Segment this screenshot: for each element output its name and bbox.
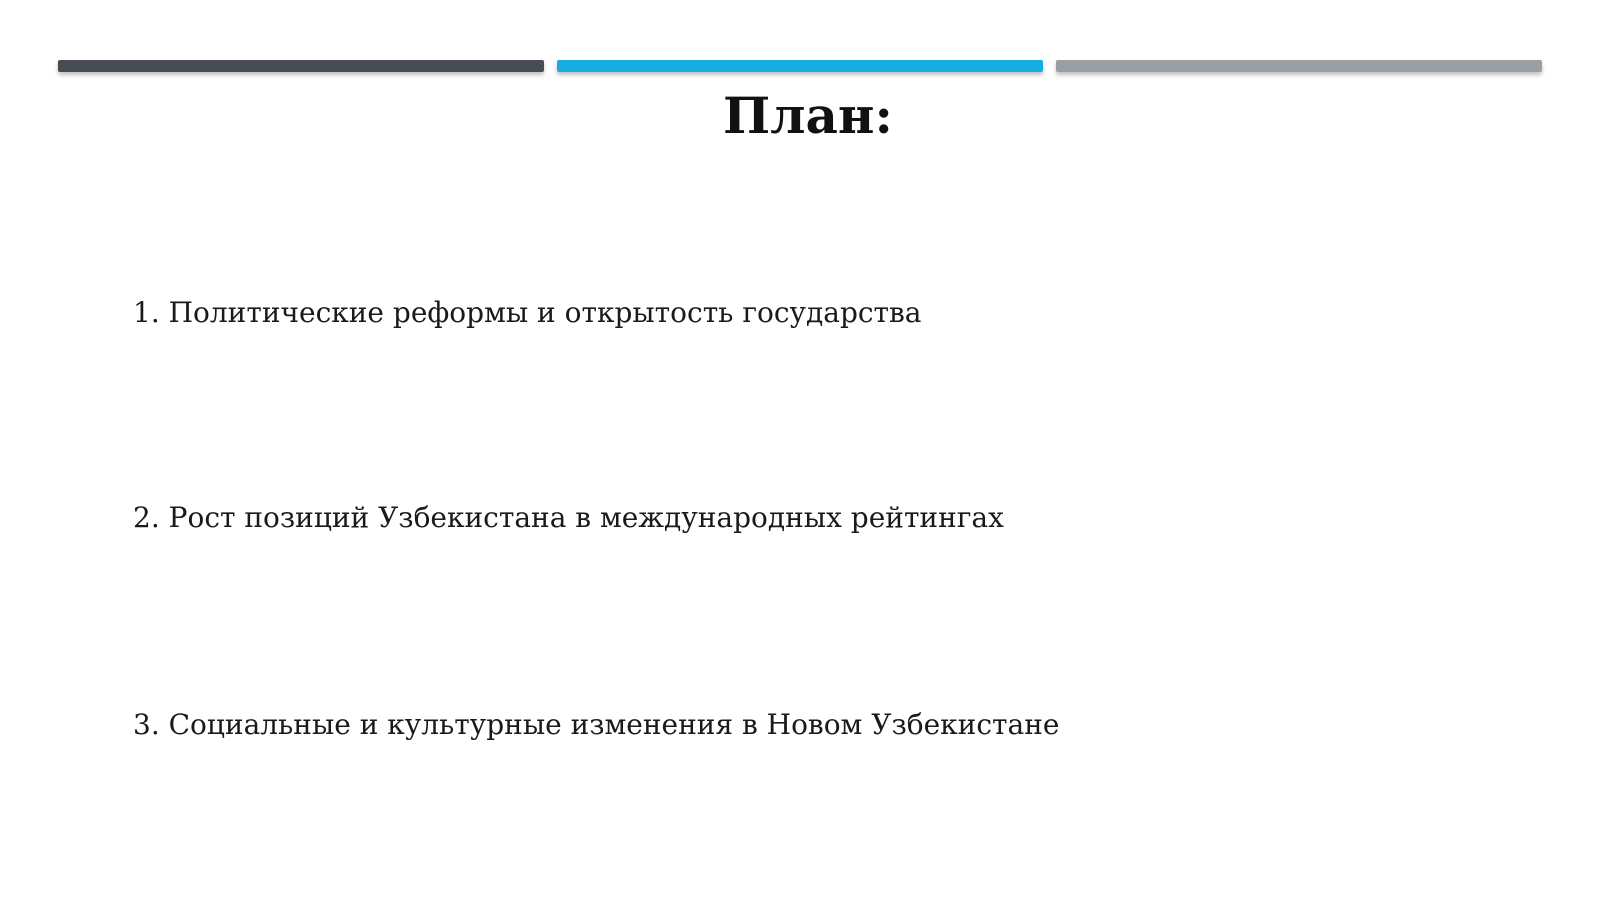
plan-item-1: 1. Политические реформы и открытость государства: [133, 296, 922, 329]
plan-list: [133, 0, 1433, 899]
slide-title: План:: [723, 86, 893, 145]
plan-item-2: 2. Рост позиций Узбекистана в международных рейтингах: [133, 501, 1004, 534]
plan-item-3: 3. Социальные и культурные изменения в Новом Узбекистане: [133, 708, 1060, 741]
